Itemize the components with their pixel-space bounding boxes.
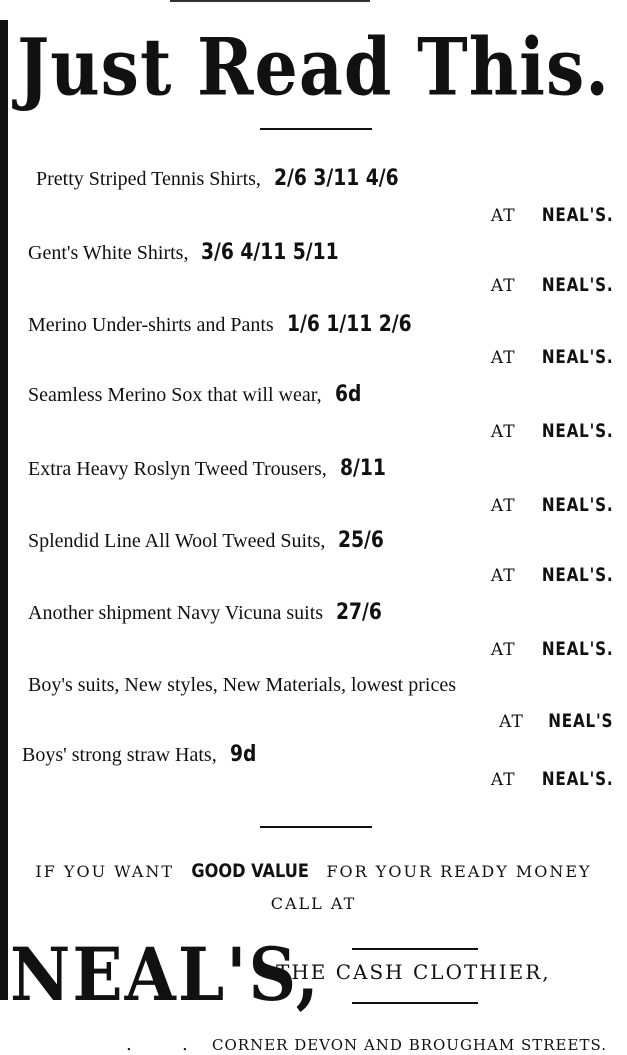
tagline: THE CASH CLOTHIER, [276, 960, 551, 984]
item-3-text: Merino Under-shirts and Pants [28, 314, 274, 336]
item-8-text: Boy's suits, New styles, New Materials, lowest prices [28, 674, 456, 696]
at-word: AT [490, 566, 516, 586]
item-4-text: Seamless Merino Sox that will wear, [28, 384, 322, 406]
item-9-at [491, 768, 613, 790]
tagline-rule-bottom [352, 1002, 478, 1004]
at-word: AT [490, 496, 516, 516]
at-word: AT [490, 640, 516, 660]
shop-name: NEAL'S. [541, 420, 613, 442]
item-2-text: Gent's White Shirts, [28, 242, 189, 264]
address: CORNER DEVON AND BROUGHAM STREETS. [212, 1036, 607, 1054]
item-7 [28, 600, 390, 625]
item-9 [22, 742, 261, 767]
item-4 [28, 382, 366, 407]
item-2-at [491, 274, 613, 296]
item-1-text: Pretty Striped Tennis Shirts, [36, 168, 261, 190]
item-5-prices: 8/11 [339, 456, 386, 481]
item-7-prices: 27/6 [336, 600, 382, 625]
item-7-at [491, 638, 613, 660]
item-8-at [499, 710, 613, 732]
item-5 [28, 456, 394, 481]
callout-prefix: IF YOU WANT [35, 862, 175, 881]
item-7-text: Another shipment Navy Vicuna suits [28, 602, 324, 624]
item-6-text: Splendid Line All Wool Tweed Suits, [28, 530, 326, 552]
shop-name: NEAL'S. [541, 768, 613, 790]
item-6 [28, 528, 392, 553]
callout-emphasis: GOOD VALUE [191, 860, 309, 882]
headline: Just Read This. [17, 22, 610, 114]
item-5-text: Extra Heavy Roslyn Tweed Trousers, [28, 458, 327, 480]
brand-name: NEAL'S, [10, 932, 321, 1018]
shop-name: NEAL'S [548, 710, 613, 732]
shop-name: NEAL'S. [541, 204, 613, 226]
item-8 [28, 674, 456, 697]
callout-line-2: CALL AT [270, 894, 357, 913]
left-border-bar [0, 20, 8, 1000]
top-rule [170, 0, 370, 2]
shop-name: NEAL'S. [541, 494, 613, 516]
item-6-prices: 25/6 [338, 528, 385, 553]
shop-name: NEAL'S. [541, 564, 613, 586]
item-4-at [491, 420, 613, 442]
at-word: AT [490, 206, 516, 226]
item-1-at [491, 204, 613, 226]
item-3-at [491, 346, 613, 368]
divider-top [260, 128, 372, 130]
callout-line-1 [0, 860, 627, 882]
item-1 [36, 166, 420, 191]
leader-dot: . [182, 1034, 188, 1055]
at-word: AT [490, 276, 516, 296]
at-word: AT [490, 422, 516, 442]
leader-dot: . [126, 1034, 132, 1055]
shop-name: NEAL'S. [541, 638, 613, 660]
divider-middle [260, 826, 372, 828]
item-9-text: Boys' strong straw Hats, [22, 744, 217, 766]
item-9-prices: 9d [229, 742, 257, 767]
item-3 [28, 312, 433, 337]
item-5-at [491, 494, 613, 516]
shop-name: NEAL'S. [541, 346, 613, 368]
item-3-prices: 1/6 1/11 2/6 [286, 312, 412, 337]
callout-suffix: FOR YOUR READY MONEY [326, 862, 592, 881]
at-word: AT [490, 348, 516, 368]
item-2-prices: 3/6 4/11 5/11 [201, 240, 340, 265]
item-6-at [491, 564, 613, 586]
item-2 [28, 240, 363, 265]
at-word: AT [490, 770, 516, 790]
item-4-prices: 6d [334, 382, 361, 407]
at-word: AT [499, 712, 524, 732]
tagline-rule-top [352, 948, 478, 950]
item-1-prices: 2/6 3/11 4/6 [273, 166, 399, 191]
shop-name: NEAL'S. [541, 274, 613, 296]
